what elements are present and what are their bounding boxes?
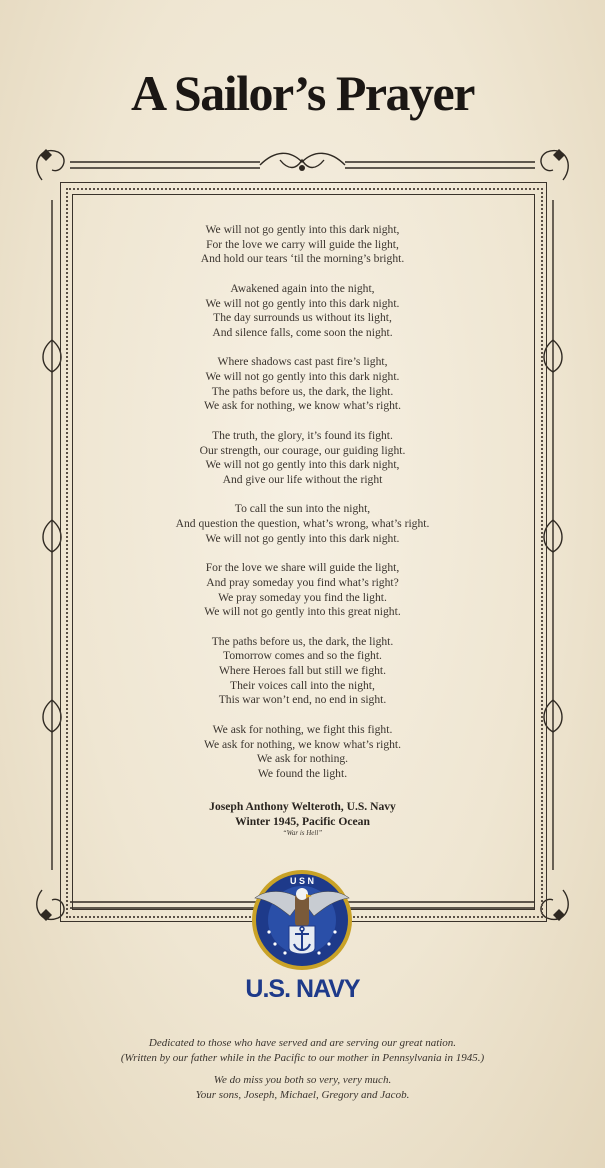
poem-line: We pray someday you find the light.	[218, 590, 387, 604]
stanza-8	[80, 723, 525, 782]
poem	[80, 223, 525, 796]
poem-line: Where Heroes fall but still we fight.	[218, 664, 387, 677]
poem-line: We will not go gently into this dark night,	[205, 458, 400, 472]
poem-line: To call the sun into the night,	[234, 502, 371, 516]
stanza-6	[80, 561, 525, 620]
poem-line: Our strength, our courage, our guiding light.	[199, 443, 406, 457]
poem-line: We found the light.	[257, 766, 348, 780]
poem-line: For the love we share will guide the light,	[205, 561, 400, 575]
stanza-3	[80, 355, 525, 414]
poem-line: And give our life without the right	[222, 472, 383, 486]
author-motto: “War is Hell”	[282, 829, 323, 837]
dedication-line: (Written by our father while in the Pacific to our mother in Pennsylvania in 1945.)	[120, 1052, 485, 1064]
poem-line: This war won’t end, no end in sight.	[218, 693, 387, 707]
poem-line: We ask for nothing, we know what’s right.	[203, 399, 402, 413]
us-navy-wordmark: U.S. NAVY	[245, 975, 360, 1003]
stanza-4	[80, 429, 525, 488]
closing-note	[0, 1073, 605, 1103]
poem-line: We ask for nothing.	[256, 752, 349, 766]
poem-line: Awakened again into the night,	[230, 281, 375, 295]
poem-line: And silence falls, come soon the night.	[212, 325, 393, 339]
poem-line: We will not go gently into this great night.	[204, 605, 401, 619]
poem-line: We will not go gently into this dark night.	[205, 370, 400, 383]
closing-line: We do miss you both so very, very much.	[213, 1074, 392, 1086]
usn-text: U S N	[289, 876, 315, 886]
page-title: A Sailor’s Prayer	[131, 65, 474, 121]
stanza-7	[80, 635, 525, 709]
poem-line: The paths before us, the dark, the light.	[211, 634, 394, 648]
dedication-line: Dedicated to those who have served and are serving our great nation.	[148, 1037, 457, 1049]
poem-line: The paths before us, the dark, the light.	[211, 384, 394, 398]
poem-line: The day surrounds us without its light,	[213, 311, 392, 325]
dedication	[0, 1036, 605, 1066]
poem-line: We will not go gently into this dark night,	[205, 223, 400, 236]
poem-line: We will not go gently into this dark night.	[205, 296, 400, 310]
poem-line: Tomorrow comes and so the fight.	[223, 649, 382, 663]
poem-line: The truth, the glory, it’s found its fight.	[212, 428, 393, 442]
poem-line: Their voices call into the night,	[230, 678, 375, 692]
author-date-place: Winter 1945, Pacific Ocean	[235, 814, 370, 828]
poem-line: We will not go gently into this dark night.	[205, 531, 400, 545]
poem-line: We ask for nothing, we know what’s right.	[203, 737, 402, 751]
navy-eagle-anchor-emblem-icon	[245, 860, 360, 975]
author-name: Joseph Anthony Welteroth, U.S. Navy	[209, 800, 396, 813]
author-signature	[80, 800, 525, 829]
stanza-2	[80, 282, 525, 341]
poem-line: For the love we carry will guide the light,	[206, 237, 399, 251]
poem-line: We ask for nothing, we fight this fight.	[212, 722, 393, 736]
poem-line: And question the question, what’s wrong, what’s right.	[175, 517, 430, 530]
closing-line: Your sons, Joseph, Michael, Gregory and Jacob.	[195, 1089, 410, 1101]
poem-line: And hold our tears ‘til the morning’s bright.	[200, 252, 405, 266]
poem-line: Where shadows cast past fire’s light,	[217, 355, 388, 369]
poem-line: And pray someday you find what’s right?	[206, 575, 399, 589]
stanza-1	[80, 223, 525, 267]
stanza-5	[80, 502, 525, 546]
